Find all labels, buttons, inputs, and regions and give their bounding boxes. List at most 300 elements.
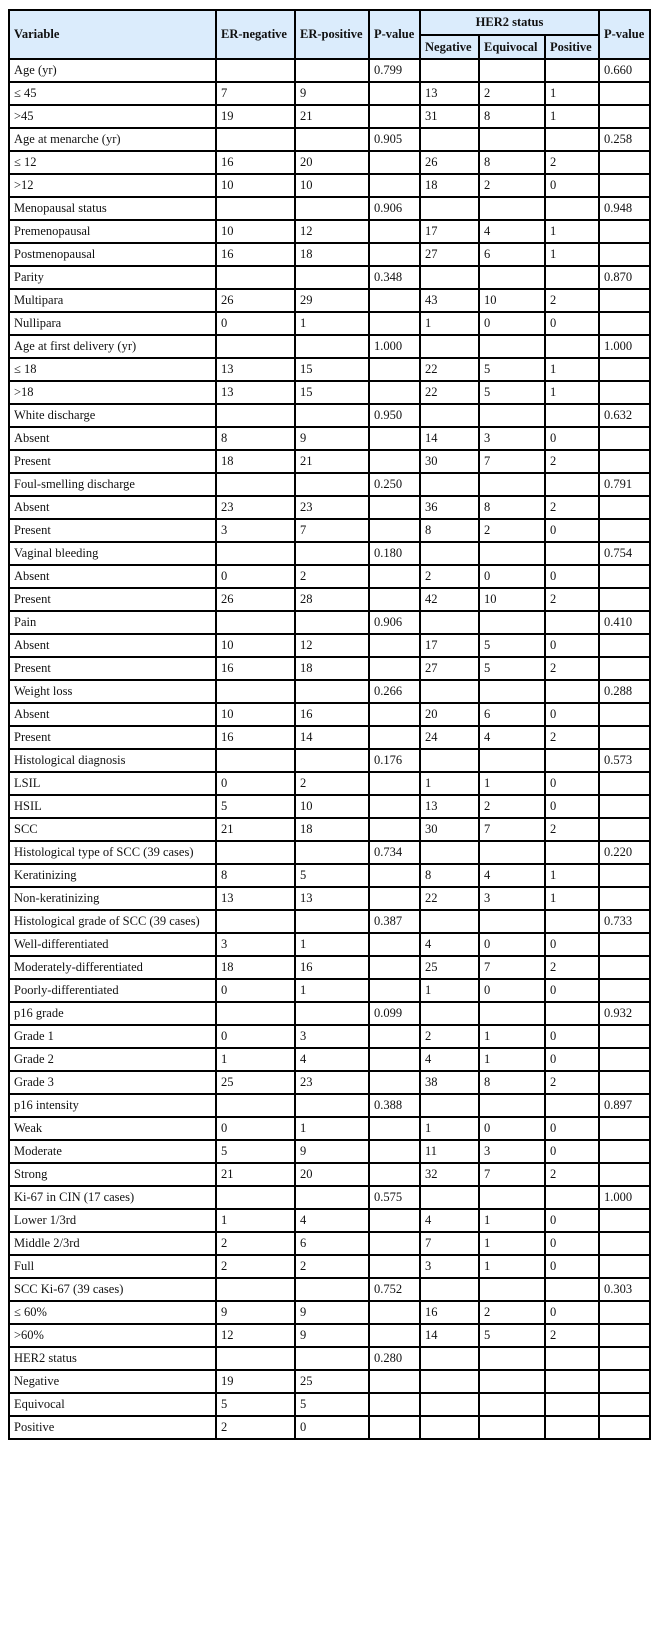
- her2-negative-cell: [420, 1186, 479, 1209]
- variable-cell: Premenopausal: [9, 220, 216, 243]
- p-value-her2-cell: [599, 1301, 650, 1324]
- table-row: [9, 174, 650, 197]
- her2-equivocal-cell: 5: [479, 358, 545, 381]
- er-negative-cell: 7: [216, 82, 295, 105]
- header-her2-equivocal: Equivocal: [479, 35, 545, 59]
- variable-cell: Keratinizing: [9, 864, 216, 887]
- variable-cell: p16 grade: [9, 1002, 216, 1025]
- her2-equivocal-cell: 4: [479, 726, 545, 749]
- p-value-er-cell: [369, 1209, 420, 1232]
- er-positive-cell: [295, 404, 369, 427]
- her2-equivocal-cell: 3: [479, 1140, 545, 1163]
- her2-negative-cell: 7: [420, 1232, 479, 1255]
- her2-negative-cell: 27: [420, 243, 479, 266]
- variable-cell: Middle 2/3rd: [9, 1232, 216, 1255]
- er-negative-cell: 0: [216, 1117, 295, 1140]
- her2-positive-cell: 0: [545, 1117, 599, 1140]
- her2-negative-cell: [420, 1347, 479, 1370]
- p-value-er-cell: 0.387: [369, 910, 420, 933]
- table-row: [9, 1025, 650, 1048]
- her2-negative-cell: 22: [420, 358, 479, 381]
- her2-equivocal-cell: [479, 1393, 545, 1416]
- her2-positive-cell: [545, 910, 599, 933]
- her2-positive-cell: [545, 680, 599, 703]
- p-value-er-cell: 0.752: [369, 1278, 420, 1301]
- her2-negative-cell: 42: [420, 588, 479, 611]
- p-value-her2-cell: 0.258: [599, 128, 650, 151]
- variable-cell: Absent: [9, 634, 216, 657]
- table-row: [9, 542, 650, 565]
- her2-equivocal-cell: [479, 1278, 545, 1301]
- p-value-her2-cell: [599, 312, 650, 335]
- p-value-her2-cell: 1.000: [599, 1186, 650, 1209]
- p-value-her2-cell: [599, 979, 650, 1002]
- p-value-er-cell: [369, 634, 420, 657]
- variable-cell: Histological grade of SCC (39 cases): [9, 910, 216, 933]
- er-positive-cell: 25: [295, 1370, 369, 1393]
- her2-positive-cell: 2: [545, 956, 599, 979]
- her2-negative-cell: [420, 542, 479, 565]
- her2-positive-cell: [545, 1186, 599, 1209]
- her2-positive-cell: 0: [545, 1301, 599, 1324]
- her2-equivocal-cell: 1: [479, 1255, 545, 1278]
- p-value-her2-cell: [599, 381, 650, 404]
- table-row: [9, 795, 650, 818]
- er-positive-cell: 12: [295, 220, 369, 243]
- variable-cell: Non-keratinizing: [9, 887, 216, 910]
- p-value-her2-cell: [599, 772, 650, 795]
- her2-negative-cell: 1: [420, 1117, 479, 1140]
- variable-cell: Moderately-differentiated: [9, 956, 216, 979]
- her2-negative-cell: 32: [420, 1163, 479, 1186]
- er-negative-cell: 0: [216, 979, 295, 1002]
- her2-positive-cell: 2: [545, 289, 599, 312]
- er-positive-cell: 18: [295, 243, 369, 266]
- er-positive-cell: 13: [295, 887, 369, 910]
- header-er-negative: ER-negative: [216, 10, 295, 59]
- er-positive-cell: 20: [295, 151, 369, 174]
- her2-positive-cell: 0: [545, 312, 599, 335]
- er-negative-cell: 2: [216, 1416, 295, 1439]
- variable-cell: Multipara: [9, 289, 216, 312]
- table-row: [9, 266, 650, 289]
- variable-cell: Negative: [9, 1370, 216, 1393]
- header-her2-negative: Negative: [420, 35, 479, 59]
- p-value-er-cell: [369, 588, 420, 611]
- her2-positive-cell: 0: [545, 1140, 599, 1163]
- p-value-her2-cell: [599, 1416, 650, 1439]
- p-value-her2-cell: 0.897: [599, 1094, 650, 1117]
- er-positive-cell: 1: [295, 312, 369, 335]
- variable-cell: Strong: [9, 1163, 216, 1186]
- header-p-value-her2: P-value: [599, 10, 650, 59]
- er-negative-cell: [216, 197, 295, 220]
- p-value-her2-cell: 0.733: [599, 910, 650, 933]
- er-negative-cell: [216, 542, 295, 565]
- variable-cell: Present: [9, 588, 216, 611]
- er-negative-cell: [216, 1186, 295, 1209]
- p-value-her2-cell: [599, 1393, 650, 1416]
- er-negative-cell: [216, 910, 295, 933]
- p-value-her2-cell: [599, 726, 650, 749]
- p-value-er-cell: [369, 795, 420, 818]
- variable-cell: White discharge: [9, 404, 216, 427]
- variable-cell: Well-differentiated: [9, 933, 216, 956]
- table-row: [9, 726, 650, 749]
- her2-negative-cell: [420, 910, 479, 933]
- er-positive-cell: 7: [295, 519, 369, 542]
- table-body: [9, 59, 650, 1439]
- p-value-her2-cell: [599, 427, 650, 450]
- p-value-er-cell: [369, 427, 420, 450]
- p-value-er-cell: [369, 657, 420, 680]
- er-negative-cell: [216, 749, 295, 772]
- p-value-er-cell: 0.799: [369, 59, 420, 82]
- table-row: [9, 1393, 650, 1416]
- variable-cell: Absent: [9, 703, 216, 726]
- her2-negative-cell: [420, 197, 479, 220]
- er-positive-cell: 5: [295, 1393, 369, 1416]
- header-her2-status: HER2 status: [420, 10, 599, 35]
- er-negative-cell: [216, 128, 295, 151]
- her2-equivocal-cell: 10: [479, 289, 545, 312]
- p-value-her2-cell: [599, 1370, 650, 1393]
- variable-cell: Moderate: [9, 1140, 216, 1163]
- p-value-her2-cell: [599, 220, 650, 243]
- her2-negative-cell: [420, 749, 479, 772]
- p-value-her2-cell: [599, 496, 650, 519]
- variable-cell: Weight loss: [9, 680, 216, 703]
- table-row: [9, 1002, 650, 1025]
- er-positive-cell: [295, 1278, 369, 1301]
- p-value-her2-cell: [599, 956, 650, 979]
- p-value-er-cell: [369, 105, 420, 128]
- p-value-her2-cell: [599, 1324, 650, 1347]
- er-positive-cell: 9: [295, 427, 369, 450]
- er-negative-cell: 1: [216, 1048, 295, 1071]
- er-negative-cell: 16: [216, 657, 295, 680]
- er-positive-cell: [295, 335, 369, 358]
- her2-equivocal-cell: 0: [479, 979, 545, 1002]
- er-positive-cell: [295, 59, 369, 82]
- er-negative-cell: 2: [216, 1255, 295, 1278]
- er-negative-cell: 5: [216, 795, 295, 818]
- her2-positive-cell: 2: [545, 818, 599, 841]
- er-negative-cell: 10: [216, 220, 295, 243]
- her2-equivocal-cell: 5: [479, 381, 545, 404]
- er-positive-cell: 4: [295, 1048, 369, 1071]
- er-negative-cell: 1: [216, 1209, 295, 1232]
- table-row: [9, 151, 650, 174]
- her2-equivocal-cell: 1: [479, 1232, 545, 1255]
- er-negative-cell: [216, 1094, 295, 1117]
- variable-cell: SCC Ki-67 (39 cases): [9, 1278, 216, 1301]
- p-value-her2-cell: 0.948: [599, 197, 650, 220]
- her2-equivocal-cell: [479, 680, 545, 703]
- variable-cell: ≤ 45: [9, 82, 216, 105]
- p-value-her2-cell: 0.220: [599, 841, 650, 864]
- her2-equivocal-cell: [479, 335, 545, 358]
- her2-equivocal-cell: 10: [479, 588, 545, 611]
- er-negative-cell: [216, 611, 295, 634]
- er-positive-cell: 2: [295, 772, 369, 795]
- her2-negative-cell: 4: [420, 1048, 479, 1071]
- her2-positive-cell: 2: [545, 1071, 599, 1094]
- table-row: [9, 979, 650, 1002]
- er-positive-cell: 28: [295, 588, 369, 611]
- p-value-er-cell: [369, 1370, 420, 1393]
- p-value-her2-cell: 0.573: [599, 749, 650, 772]
- her2-negative-cell: 30: [420, 450, 479, 473]
- er-negative-cell: 5: [216, 1393, 295, 1416]
- p-value-er-cell: [369, 956, 420, 979]
- table-header: [9, 10, 650, 59]
- p-value-er-cell: [369, 726, 420, 749]
- p-value-her2-cell: 0.754: [599, 542, 650, 565]
- her2-equivocal-cell: 5: [479, 1324, 545, 1347]
- p-value-er-cell: [369, 82, 420, 105]
- p-value-her2-cell: [599, 243, 650, 266]
- er-negative-cell: [216, 1278, 295, 1301]
- table-row: [9, 772, 650, 795]
- table-row: [9, 611, 650, 634]
- p-value-er-cell: [369, 887, 420, 910]
- variable-cell: ≤ 60%: [9, 1301, 216, 1324]
- her2-positive-cell: [545, 542, 599, 565]
- her2-positive-cell: 0: [545, 1255, 599, 1278]
- variable-cell: Foul-smelling discharge: [9, 473, 216, 496]
- p-value-er-cell: [369, 1393, 420, 1416]
- variable-cell: Age at first delivery (yr): [9, 335, 216, 358]
- her2-positive-cell: 2: [545, 588, 599, 611]
- variable-cell: Vaginal bleeding: [9, 542, 216, 565]
- her2-equivocal-cell: [479, 59, 545, 82]
- p-value-er-cell: [369, 1301, 420, 1324]
- header-er-positive: ER-positive: [295, 10, 369, 59]
- her2-equivocal-cell: 5: [479, 657, 545, 680]
- er-negative-cell: 19: [216, 1370, 295, 1393]
- her2-negative-cell: 13: [420, 82, 479, 105]
- er-negative-cell: 26: [216, 588, 295, 611]
- her2-negative-cell: 22: [420, 381, 479, 404]
- her2-equivocal-cell: 0: [479, 312, 545, 335]
- her2-negative-cell: 38: [420, 1071, 479, 1094]
- variable-cell: Grade 2: [9, 1048, 216, 1071]
- er-negative-cell: [216, 841, 295, 864]
- her2-negative-cell: 14: [420, 1324, 479, 1347]
- table-row: [9, 59, 650, 82]
- p-value-er-cell: [369, 703, 420, 726]
- her2-positive-cell: 2: [545, 1324, 599, 1347]
- table-row: [9, 450, 650, 473]
- her2-positive-cell: [545, 266, 599, 289]
- er-positive-cell: 12: [295, 634, 369, 657]
- er-negative-cell: 21: [216, 818, 295, 841]
- her2-positive-cell: 1: [545, 105, 599, 128]
- p-value-her2-cell: [599, 151, 650, 174]
- variable-cell: Full: [9, 1255, 216, 1278]
- p-value-er-cell: [369, 1025, 420, 1048]
- her2-equivocal-cell: 1: [479, 772, 545, 795]
- her2-equivocal-cell: 0: [479, 1117, 545, 1140]
- variable-cell: Parity: [9, 266, 216, 289]
- p-value-er-cell: 0.099: [369, 1002, 420, 1025]
- her2-positive-cell: 0: [545, 519, 599, 542]
- her2-negative-cell: [420, 1416, 479, 1439]
- er-negative-cell: 18: [216, 450, 295, 473]
- variable-cell: p16 intensity: [9, 1094, 216, 1117]
- her2-positive-cell: [545, 749, 599, 772]
- her2-equivocal-cell: [479, 128, 545, 151]
- her2-positive-cell: 2: [545, 450, 599, 473]
- variable-cell: Age at menarche (yr): [9, 128, 216, 151]
- variable-cell: ≤ 18: [9, 358, 216, 381]
- p-value-her2-cell: [599, 1025, 650, 1048]
- her2-equivocal-cell: 4: [479, 864, 545, 887]
- variable-cell: Ki-67 in CIN (17 cases): [9, 1186, 216, 1209]
- er-negative-cell: 2: [216, 1232, 295, 1255]
- variable-cell: Postmenopausal: [9, 243, 216, 266]
- her2-negative-cell: 25: [420, 956, 479, 979]
- er-positive-cell: [295, 1002, 369, 1025]
- p-value-er-cell: [369, 1048, 420, 1071]
- er-positive-cell: 5: [295, 864, 369, 887]
- variable-cell: Absent: [9, 427, 216, 450]
- table-row: [9, 496, 650, 519]
- er-negative-cell: 8: [216, 427, 295, 450]
- er-positive-cell: [295, 542, 369, 565]
- variable-cell: Weak: [9, 1117, 216, 1140]
- p-value-her2-cell: [599, 1347, 650, 1370]
- table-row: [9, 933, 650, 956]
- p-value-her2-cell: 0.870: [599, 266, 650, 289]
- her2-equivocal-cell: [479, 841, 545, 864]
- er-positive-cell: [295, 266, 369, 289]
- p-value-er-cell: 0.250: [369, 473, 420, 496]
- er-negative-cell: 0: [216, 312, 295, 335]
- table-row: [9, 1370, 650, 1393]
- er-negative-cell: [216, 404, 295, 427]
- er-positive-cell: 18: [295, 657, 369, 680]
- p-value-her2-cell: [599, 358, 650, 381]
- her2-positive-cell: [545, 1347, 599, 1370]
- table-row: [9, 1255, 650, 1278]
- er-negative-cell: 8: [216, 864, 295, 887]
- p-value-er-cell: [369, 1163, 420, 1186]
- variable-cell: Poorly-differentiated: [9, 979, 216, 1002]
- her2-positive-cell: [545, 197, 599, 220]
- er-positive-cell: 21: [295, 450, 369, 473]
- table-row: [9, 1163, 650, 1186]
- p-value-er-cell: [369, 174, 420, 197]
- er-positive-cell: [295, 841, 369, 864]
- variable-cell: Equivocal: [9, 1393, 216, 1416]
- her2-equivocal-cell: 2: [479, 795, 545, 818]
- p-value-er-cell: [369, 519, 420, 542]
- p-value-er-cell: [369, 220, 420, 243]
- p-value-her2-cell: [599, 105, 650, 128]
- p-value-her2-cell: [599, 1140, 650, 1163]
- her2-equivocal-cell: 5: [479, 634, 545, 657]
- er-negative-cell: 3: [216, 933, 295, 956]
- p-value-er-cell: 1.000: [369, 335, 420, 358]
- her2-negative-cell: 18: [420, 174, 479, 197]
- variable-cell: >12: [9, 174, 216, 197]
- table-row: [9, 588, 650, 611]
- variable-cell: Lower 1/3rd: [9, 1209, 216, 1232]
- her2-equivocal-cell: [479, 1094, 545, 1117]
- er-negative-cell: 13: [216, 887, 295, 910]
- p-value-her2-cell: 0.303: [599, 1278, 650, 1301]
- er-positive-cell: 9: [295, 1324, 369, 1347]
- er-positive-cell: [295, 128, 369, 151]
- her2-negative-cell: 17: [420, 220, 479, 243]
- p-value-her2-cell: [599, 1048, 650, 1071]
- table-row: [9, 335, 650, 358]
- her2-negative-cell: 20: [420, 703, 479, 726]
- er-negative-cell: 18: [216, 956, 295, 979]
- variable-cell: Grade 1: [9, 1025, 216, 1048]
- variable-cell: Absent: [9, 496, 216, 519]
- er-positive-cell: 4: [295, 1209, 369, 1232]
- p-value-her2-cell: [599, 864, 650, 887]
- her2-negative-cell: 26: [420, 151, 479, 174]
- her2-positive-cell: 2: [545, 151, 599, 174]
- her2-positive-cell: 2: [545, 726, 599, 749]
- her2-equivocal-cell: 6: [479, 703, 545, 726]
- her2-positive-cell: 0: [545, 1232, 599, 1255]
- variable-cell: Absent: [9, 565, 216, 588]
- p-value-her2-cell: [599, 588, 650, 611]
- p-value-er-cell: [369, 818, 420, 841]
- her2-equivocal-cell: 8: [479, 496, 545, 519]
- p-value-er-cell: [369, 289, 420, 312]
- her2-equivocal-cell: 6: [479, 243, 545, 266]
- her2-negative-cell: 27: [420, 657, 479, 680]
- her2-positive-cell: 1: [545, 887, 599, 910]
- table-row: [9, 1416, 650, 1439]
- er-negative-cell: 26: [216, 289, 295, 312]
- her2-negative-cell: 3: [420, 1255, 479, 1278]
- p-value-er-cell: [369, 1117, 420, 1140]
- her2-negative-cell: 24: [420, 726, 479, 749]
- her2-positive-cell: 1: [545, 358, 599, 381]
- her2-negative-cell: [420, 128, 479, 151]
- her2-equivocal-cell: [479, 542, 545, 565]
- her2-equivocal-cell: 1: [479, 1048, 545, 1071]
- table-row: [9, 565, 650, 588]
- her2-equivocal-cell: [479, 266, 545, 289]
- er-positive-cell: 23: [295, 1071, 369, 1094]
- table-row: [9, 243, 650, 266]
- table-row: [9, 841, 650, 864]
- table-row: [9, 289, 650, 312]
- her2-positive-cell: [545, 59, 599, 82]
- er-positive-cell: [295, 749, 369, 772]
- er-negative-cell: 0: [216, 565, 295, 588]
- p-value-her2-cell: 0.932: [599, 1002, 650, 1025]
- p-value-her2-cell: 0.288: [599, 680, 650, 703]
- p-value-er-cell: [369, 1232, 420, 1255]
- er-positive-cell: [295, 611, 369, 634]
- p-value-her2-cell: 0.791: [599, 473, 650, 496]
- her2-equivocal-cell: [479, 473, 545, 496]
- variable-cell: Positive: [9, 1416, 216, 1439]
- table-row: [9, 703, 650, 726]
- table-row: [9, 381, 650, 404]
- p-value-er-cell: 0.734: [369, 841, 420, 864]
- table-row: [9, 887, 650, 910]
